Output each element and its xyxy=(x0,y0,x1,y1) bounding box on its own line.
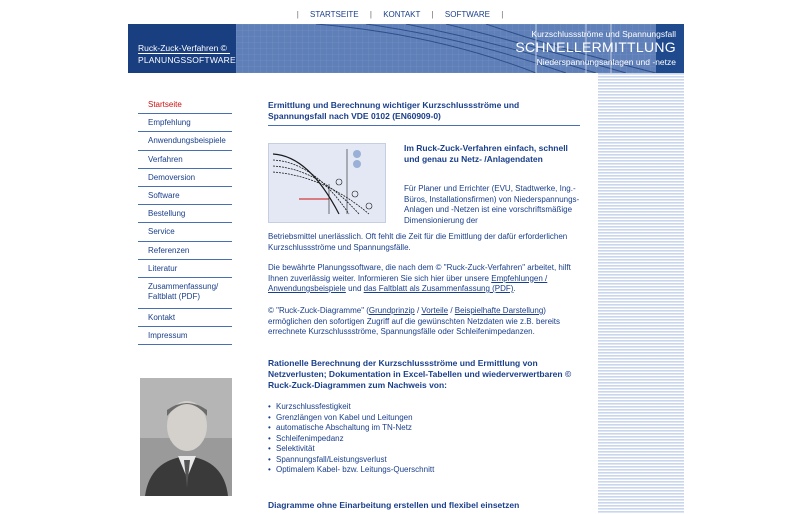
nav-separator: | xyxy=(369,10,372,19)
sidebar-item-software[interactable]: Software xyxy=(138,187,232,205)
list-item: • Optimalem Kabel- bzw. Leitungs-Querschnitt xyxy=(268,465,580,476)
section-heading-diagramme: Diagramme ohne Einarbeitung erstellen und flexibel einsetzen xyxy=(268,500,520,510)
sidebar-item-service[interactable]: Service xyxy=(138,223,232,241)
banner-subtitle-bottom: Niederspannungsanlagen und -netze xyxy=(536,57,676,67)
nav-separator: | xyxy=(431,10,434,19)
sidebar-item-referenzen[interactable]: Referenzen xyxy=(138,242,232,260)
sidebar-item-literatur[interactable]: Literatur xyxy=(138,260,232,278)
software-paragraph xyxy=(268,263,580,295)
link-grundprinzip[interactable]: Grundprinzip xyxy=(368,306,415,315)
main-content xyxy=(268,100,580,510)
diagram-paragraph xyxy=(268,306,580,338)
ruck-zuck-diagram-thumbnail[interactable] xyxy=(268,143,386,223)
nav-separator: | xyxy=(296,10,299,19)
diagram-thumbnail-graphic xyxy=(269,144,385,222)
sidebar-item-startseite[interactable]: Startseite xyxy=(138,96,232,114)
banner-subtitle-top: Kurzschlussströme und Spannungsfall xyxy=(531,29,676,39)
intro-paragraph-bottom: Betriebsmittel unerlässlich. Oft fehlt die Zeit für die Emittlung der dafür erforderlichen Kurzschlussströme und Spannungsfälle. xyxy=(268,232,568,252)
list-item: • Schleifenimpedanz xyxy=(268,434,580,445)
intro-heading: Im Ruck-Zuck-Verfahren einfach, schnell und genau zu Netz- /Anlagendaten xyxy=(404,143,568,164)
section-heading-berechnung: Rationelle Berechnung der Kurzschlussströme und Ermittlung von Netzverlusten; Dokumentation in Excel-Tabellen und wiederverwertbaren © Ruck-Zuck-Diagrammen zum Nachweis von: xyxy=(268,358,572,390)
page-title: Ermittlung und Berechnung wichtiger Kurzschlussströme und Spannungsfall nach VDE 0102 (EN60909-0) xyxy=(268,100,580,126)
intro-paragraph-top: Für Planer und Errichter (EVU, Stadtwerke, Ing.-Büros, Installationsfirmen) von Niederspannungs-Anlagen und -Netzen ist eine vorschriftsmäßige Dimensionierung der xyxy=(404,184,580,225)
portrait-photo-graphic xyxy=(140,378,232,496)
list-item: • automatische Abschaltung im TN-Netz xyxy=(268,423,580,434)
link-separator: / xyxy=(414,306,422,315)
list-item: • Spannungsfall/Leistungsverlust xyxy=(268,455,580,466)
sidebar-item-zusammenfassung[interactable]: Zusammenfassung/ Faltblatt (PDF) xyxy=(138,278,232,309)
software-paragraph-connector: und xyxy=(345,284,364,293)
link-separator: / xyxy=(448,306,455,315)
sidebar-item-anwendungsbeispiele[interactable]: Anwendungsbeispiele xyxy=(138,132,232,150)
header-banner xyxy=(128,24,684,73)
banner-heading xyxy=(516,24,676,73)
link-faltblatt-pdf[interactable]: das Faltblatt als Zusammenfassung (PDF) xyxy=(363,284,514,293)
sidebar-item-kontakt[interactable]: Kontakt xyxy=(138,309,232,327)
banner-title: SCHNELLERMITTLUNG xyxy=(515,39,676,55)
list-item: • Kurzschlussfestigkeit xyxy=(268,402,580,413)
list-item: • Selektivität xyxy=(268,444,580,455)
diagram-paragraph-end: ) ermöglichen den sofortigen Zugriff auf die gewünschten Netzdaten wie z.B. bereits errechnete Kurzschlussströme, Spannungsfälle oder Schleifenimpedanzen. xyxy=(268,306,561,336)
nav-link-kontakt[interactable]: KONTAKT xyxy=(383,10,421,19)
top-navigation xyxy=(0,10,800,19)
sidebar-menu xyxy=(138,96,232,345)
sidebar-item-empfehlung[interactable]: Empfehlung xyxy=(138,114,232,132)
link-empfehlungen-anwendungsbeispiele[interactable]: Empfehlungen / Anwendungsbeispiele xyxy=(268,273,548,293)
logo-line-2: PLANUNGSSOFTWARE xyxy=(138,55,236,65)
list-item: • Grenzlängen von Kabel und Leitungen xyxy=(268,413,580,424)
software-paragraph-text: Die bewährte Planungssoftware, die nach dem © "Ruck-Zuck-Verfahren" arbeitet, hilft Ihnen zuverlässig weiter. Informieren Sie sich hier über unsere xyxy=(268,263,571,283)
software-paragraph-end: . xyxy=(513,284,516,293)
sidebar-item-impressum[interactable]: Impressum xyxy=(138,327,232,345)
diagram-paragraph-start: © "Ruck-Zuck-Diagramme" ( xyxy=(268,306,369,315)
nav-link-startseite[interactable]: STARTSEITE xyxy=(310,10,359,19)
logo-line-1: Ruck-Zuck-Verfahren © xyxy=(138,43,227,53)
nav-separator: | xyxy=(501,10,504,19)
feature-list xyxy=(268,402,580,476)
sidebar-item-verfahren[interactable]: Verfahren xyxy=(138,151,232,169)
logo[interactable] xyxy=(128,24,236,73)
portrait-photo xyxy=(140,378,232,496)
right-decorative-stripe xyxy=(598,73,684,514)
link-beispielhafte-darstellung[interactable]: Beispielhafte Darstellung xyxy=(454,306,544,315)
logo-divider xyxy=(138,53,230,54)
nav-link-software[interactable]: SOFTWARE xyxy=(444,10,490,19)
sidebar-item-bestellung[interactable]: Bestellung xyxy=(138,205,232,223)
sidebar-item-demoversion[interactable]: Demoversion xyxy=(138,169,232,187)
link-vorteile[interactable]: Vorteile xyxy=(421,306,449,315)
